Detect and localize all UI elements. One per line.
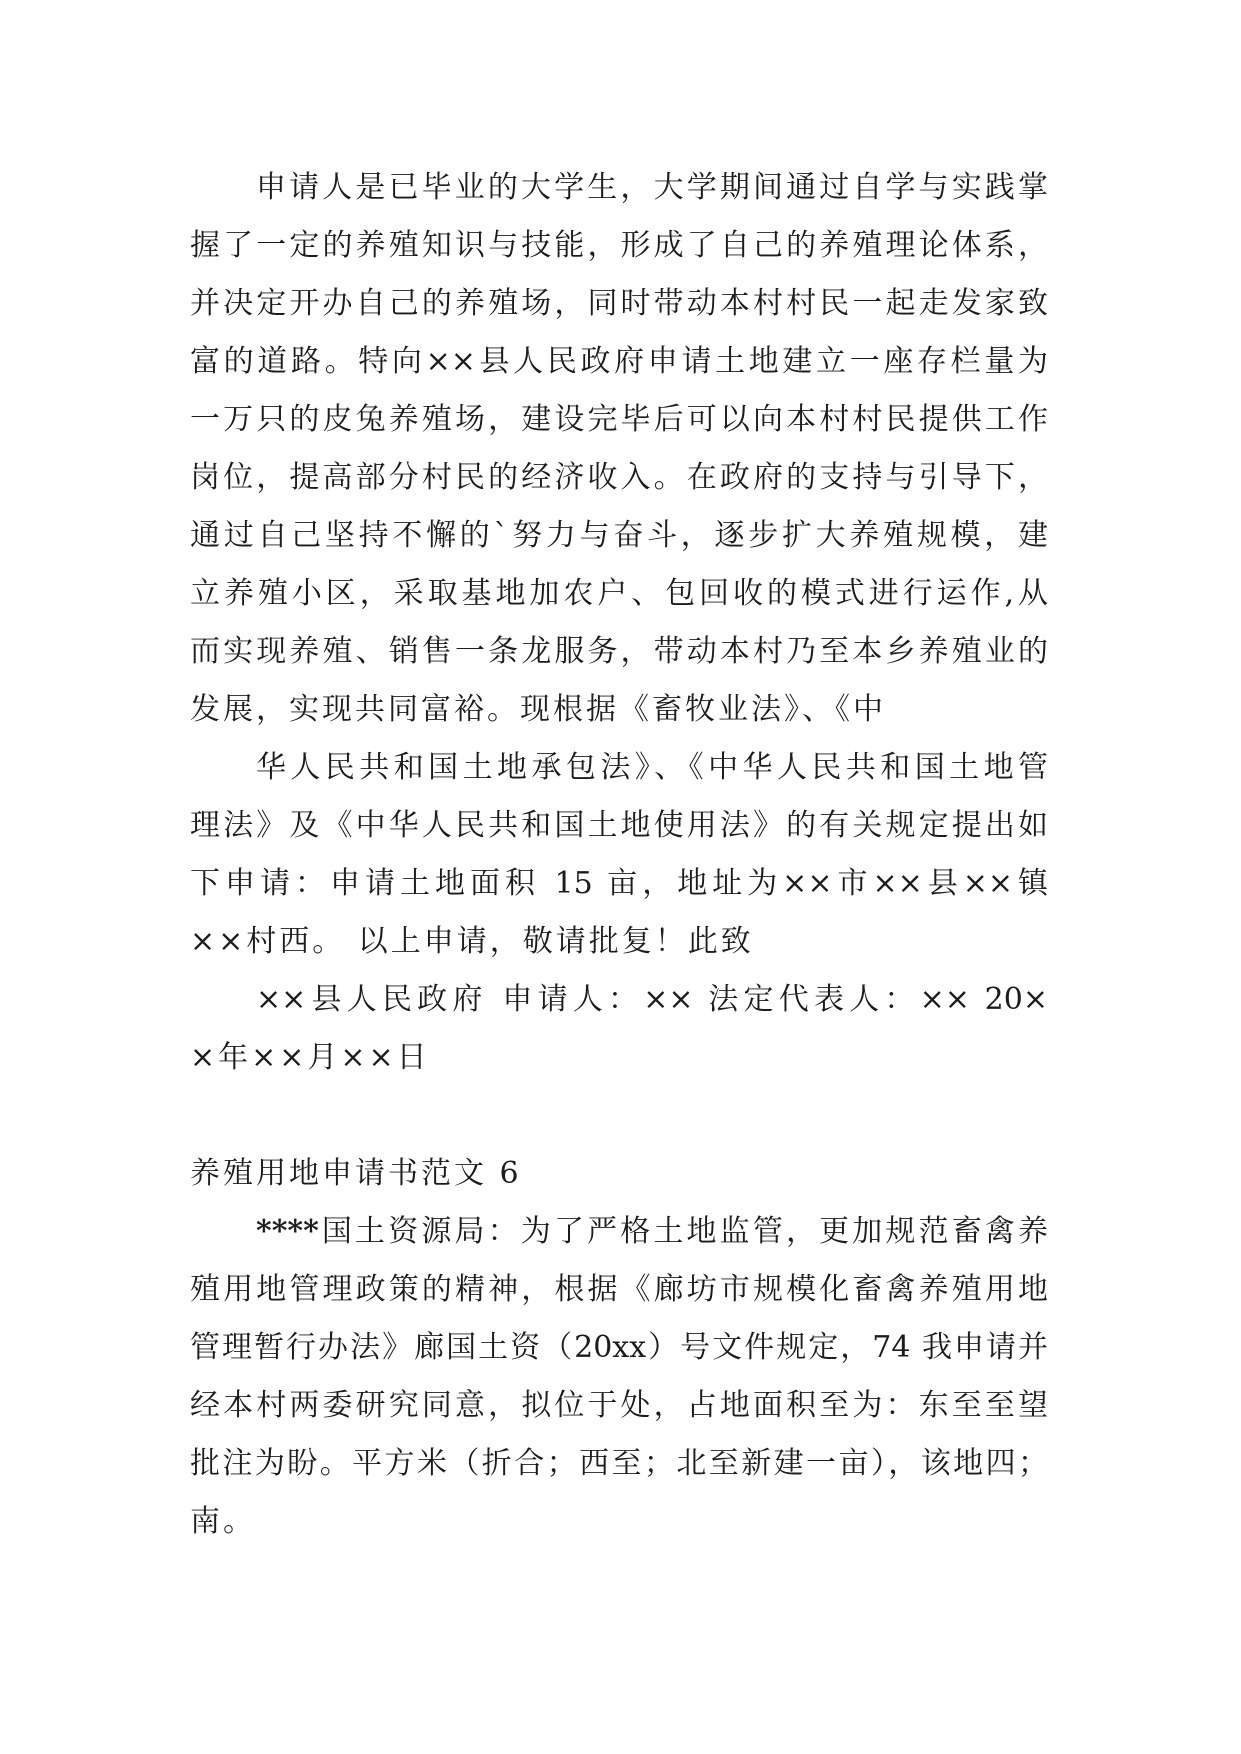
text-line: ×年××月××日 xyxy=(190,1040,430,1075)
paragraph-application-intro xyxy=(190,159,1048,739)
blank-line xyxy=(190,1087,1048,1145)
text-line: 岗位，提高部分村民的经济收入。在政府的支持与引导下， xyxy=(190,460,1048,495)
redacted-name: **** xyxy=(256,1214,319,1249)
text-line: 通过自己坚持不懈的`努力与奋斗，逐步扩大养殖规模，建 xyxy=(190,518,1048,553)
paragraph-land-bureau xyxy=(190,1203,1048,1551)
text-line: 殖用地管理政策的精神，根据《廊坊市规模化畜禽养殖用地 xyxy=(190,1272,1048,1307)
paragraph-legal-basis xyxy=(190,739,1048,971)
text-line: 而实现养殖、销售一条龙服务，带动本村乃至本乡养殖业的 xyxy=(190,634,1048,669)
section-heading: 养殖用地申请书范文 6 xyxy=(190,1156,522,1191)
document-body xyxy=(190,159,1048,1551)
text-line: 并决定开办自己的养殖场，同时带动本村村民一起走发家致 xyxy=(190,286,1048,321)
paragraph-signature xyxy=(190,971,1048,1087)
text-line: 富的道路。特向××县人民政府申请土地建立一座存栏量为 xyxy=(190,344,1048,379)
text-line: 发展，实现共同富裕。现根据《畜牧业法》、《中 xyxy=(190,692,886,727)
text-line: 华人民共和国土地承包法》、《中华人民共和国土地管 xyxy=(256,750,1048,785)
text-line: 申请人是已毕业的大学生，大学期间通过自学与实践掌 xyxy=(256,170,1048,205)
text-line: ××村西。 以上申请，敬请批复！此致 xyxy=(190,924,754,959)
text-line: ××县人民政府 申请人：×× 法定代表人：×× 20× xyxy=(256,982,1048,1017)
text-line: 批注为盼。平方米（折合；西至；北至新建一亩），该地四； xyxy=(190,1446,1048,1481)
text-line: 一万只的皮兔养殖场，建设完毕后可以向本村村民提供工作 xyxy=(190,402,1048,437)
text-line: 经本村两委研究同意，拟位于处，占地面积至为：东至至望 xyxy=(190,1388,1048,1423)
text-line-content: 国土资源局：为了严格土地监管，更加规范畜禽养 xyxy=(318,1214,1048,1249)
text-line: 下申请：申请土地面积 15 亩，地址为××市××县××镇 xyxy=(190,866,1048,901)
text-line: 南。 xyxy=(190,1504,256,1539)
text-line: 立养殖小区，采取基地加农户、包回收的模式进行运作,从 xyxy=(190,576,1048,611)
text-line: 握了一定的养殖知识与技能，形成了自己的养殖理论体系， xyxy=(190,228,1048,263)
text-line xyxy=(190,1203,1048,1261)
text-line: 理法》及《中华人民共和国土地使用法》的有关规定提出如 xyxy=(190,808,1048,843)
text-line: 管理暂行办法》廊国土资（20xx）号文件规定，74 我申请并 xyxy=(190,1330,1048,1365)
